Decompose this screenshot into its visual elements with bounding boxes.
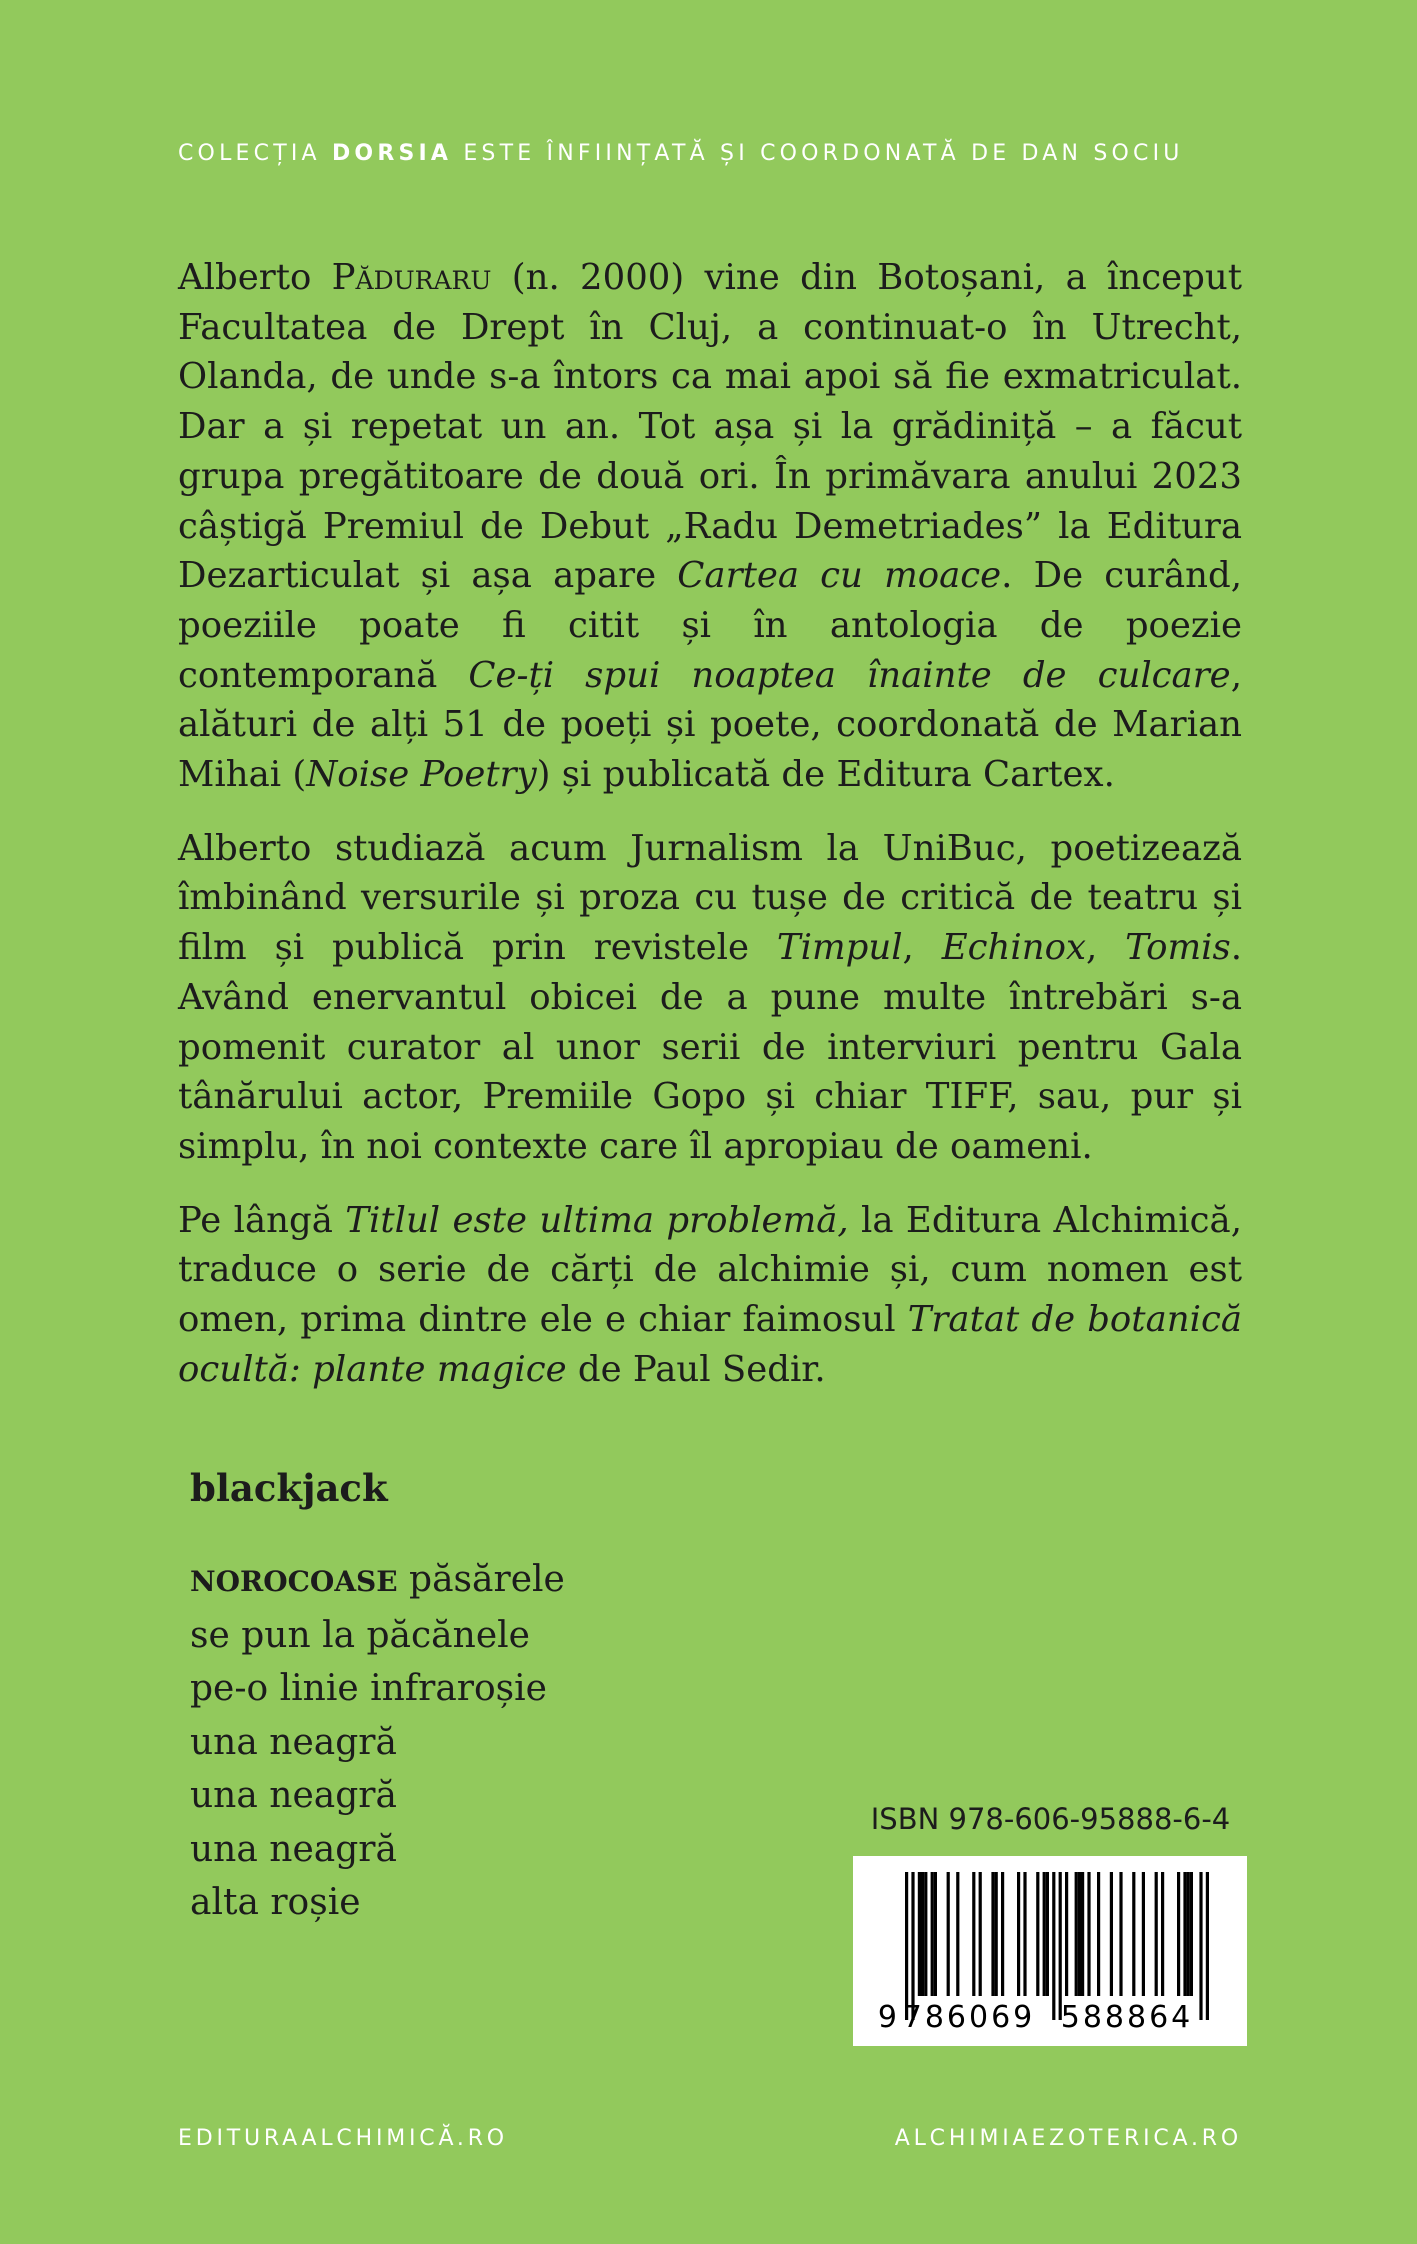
bio-text: , alături de alți 51 de poeți și poete, coordonată de Marian Mihai ( xyxy=(178,654,1242,796)
barcode-bar xyxy=(947,1872,950,1996)
header-text-after: ESTE ÎNFIINȚATĂ ȘI COORDONATĂ DE DAN SOCIU xyxy=(452,141,1184,166)
isbn-label: ISBN 978-606-95888-6-4 xyxy=(870,1802,1231,1836)
barcode-bars xyxy=(905,1872,1209,2020)
bio-text: (n. 2000) vine din Botoșani, a început Facultatea de Drept în Cluj, a continuat-o în Utrecht, Olanda, de unde s-a întors ca mai apoi să fie exmatriculat. Dar a și repetat un an. Tot așa și la grădiniță – a făcut grupa pregătitoare de două ori. În primăvara anului 2023 câștigă Premiul de Debut „Radu Demetriades” la Editura Dezarticulat și așa apare xyxy=(178,257,1242,597)
header-text-before: COLECȚIA xyxy=(178,141,332,166)
barcode-bar xyxy=(956,1872,959,1996)
magazine-title: Tomis xyxy=(1125,927,1231,969)
collection-brand-name: DORSIA xyxy=(331,141,453,166)
bio-paragraph-2 xyxy=(178,824,1242,1172)
poem-line: alta roșie xyxy=(190,1882,361,1923)
barcode-bar xyxy=(924,1872,927,1996)
poem-line: pe-o linie infraroșie xyxy=(190,1668,547,1709)
barcode-bar xyxy=(918,1872,921,1996)
barcode-bar xyxy=(1043,1872,1046,1996)
poem-line: se pun la păcănele xyxy=(190,1614,530,1656)
barcode-bar xyxy=(1065,1872,1068,1996)
bio-text: . De curând, poeziile poate fi citit și în antologia de poezie contemporană xyxy=(178,555,1243,696)
barcode-bar xyxy=(1206,1872,1209,2020)
barcode-bar xyxy=(934,1872,937,1996)
bio-paragraph-3 xyxy=(178,1196,1242,1395)
barcode-bar xyxy=(1132,1872,1135,1996)
poem-line: una neagră xyxy=(190,1721,397,1763)
publication-title: Noise Poetry xyxy=(306,754,537,796)
poem-line-text: păsărele xyxy=(397,1559,565,1600)
author-biography xyxy=(178,253,1242,1418)
bio-text: Alberto studiază acum Jurnalism la UniBuc, poetizează îmbinând versurile și proza cu tușe de critică de teatru și film și publică prin revistele xyxy=(178,827,1242,969)
bio-text: la Editura Alchimică, traduce o serie de cărți de alchimie și, cum nomen est omen, prima dintre ele e chiar faimosul xyxy=(178,1199,1242,1341)
anthology-title: Ce-ți spui noaptea înainte de culcare xyxy=(468,654,1231,696)
bio-text: ) și publicată de Editura Cartex. xyxy=(536,754,1115,796)
barcode-bar xyxy=(1155,1872,1158,1996)
poem-first-word: NOROCOASE xyxy=(190,1565,398,1598)
barcode-bar xyxy=(979,1872,982,1996)
book-title: Tratat de botanică ocultă: plante magice xyxy=(178,1299,1242,1390)
poem-title: blackjack xyxy=(190,1466,388,1510)
bio-text: , xyxy=(1086,927,1126,969)
magazine-title: Timpul xyxy=(776,927,903,969)
barcode-bar xyxy=(1078,1872,1081,1996)
barcode-bar xyxy=(1087,1872,1090,1996)
barcode-bar xyxy=(1199,1872,1202,2020)
barcode-bar xyxy=(991,1872,994,1996)
bio-text: Alberto xyxy=(178,257,332,298)
barcode-bar xyxy=(1177,1872,1180,1996)
barcode-bar xyxy=(1059,1872,1062,2020)
barcode-bar xyxy=(1046,1872,1049,1996)
poem xyxy=(190,1466,750,1930)
collection-header xyxy=(178,141,1242,166)
magazine-title: Echinox xyxy=(941,927,1086,969)
barcode-bar xyxy=(921,1872,924,1996)
barcode-bar xyxy=(995,1872,998,1996)
bio-paragraph-1 xyxy=(178,253,1242,800)
author-surname: Păduraru xyxy=(331,257,492,298)
barcode-bar xyxy=(931,1872,934,1996)
poem-line: una neagră xyxy=(190,1828,397,1870)
barcode-bar xyxy=(1187,1872,1190,1996)
book-title: Titlul este ultima problemă, xyxy=(345,1199,849,1241)
barcode-bar xyxy=(1017,1872,1020,1996)
barcode-digits-right: 588864 xyxy=(1060,2000,1194,2035)
barcode-bar xyxy=(911,1872,914,2020)
bio-text: de Paul Sedir. xyxy=(566,1348,826,1390)
barcode-bar xyxy=(1052,1872,1055,2020)
barcode-bar xyxy=(1110,1872,1113,1996)
barcode-bar xyxy=(1036,1872,1039,1996)
footer-website-left: EDITURAALCHIMICĂ.RO xyxy=(178,2126,508,2151)
barcode-bar xyxy=(1161,1872,1164,1996)
poem-line xyxy=(190,1553,750,1609)
barcode-bar xyxy=(1075,1872,1078,1996)
footer-website-right: ALCHIMIAEZOTERICA.RO xyxy=(894,2126,1242,2151)
barcode-digits-left: 786069 xyxy=(902,2000,1036,2035)
bio-text: , xyxy=(902,927,942,969)
poem-line: una neagră xyxy=(190,1775,397,1816)
barcode-graphic xyxy=(853,1856,1247,2046)
barcode-bar xyxy=(972,1872,975,1996)
barcode-bar xyxy=(1001,1872,1004,1996)
barcode-bar xyxy=(1097,1872,1100,1996)
book-title: Cartea cu moace xyxy=(677,555,1002,597)
barcode-digit-first: 9 xyxy=(877,2000,897,2035)
barcode-bar xyxy=(1119,1872,1122,1996)
barcode-bar xyxy=(1190,1872,1193,1996)
bio-text: . Având enervantul obicei de a pune multe întrebări s-a pomenit curator al unor serii de interviuri pentru Gala tânărului actor, Premiile Gopo și chiar TIFF, sau, pur și simplu, în noi contexte care îl apropiau de oameni. xyxy=(178,927,1242,1167)
bio-text: Pe lângă xyxy=(178,1199,346,1241)
barcode-bar xyxy=(1183,1872,1186,1996)
barcode-bar xyxy=(1023,1872,1026,1996)
barcode-bar xyxy=(1142,1872,1145,1996)
barcode-bar xyxy=(1081,1872,1084,1996)
isbn-barcode xyxy=(853,1856,1247,2046)
barcode-bar xyxy=(905,1872,908,2020)
